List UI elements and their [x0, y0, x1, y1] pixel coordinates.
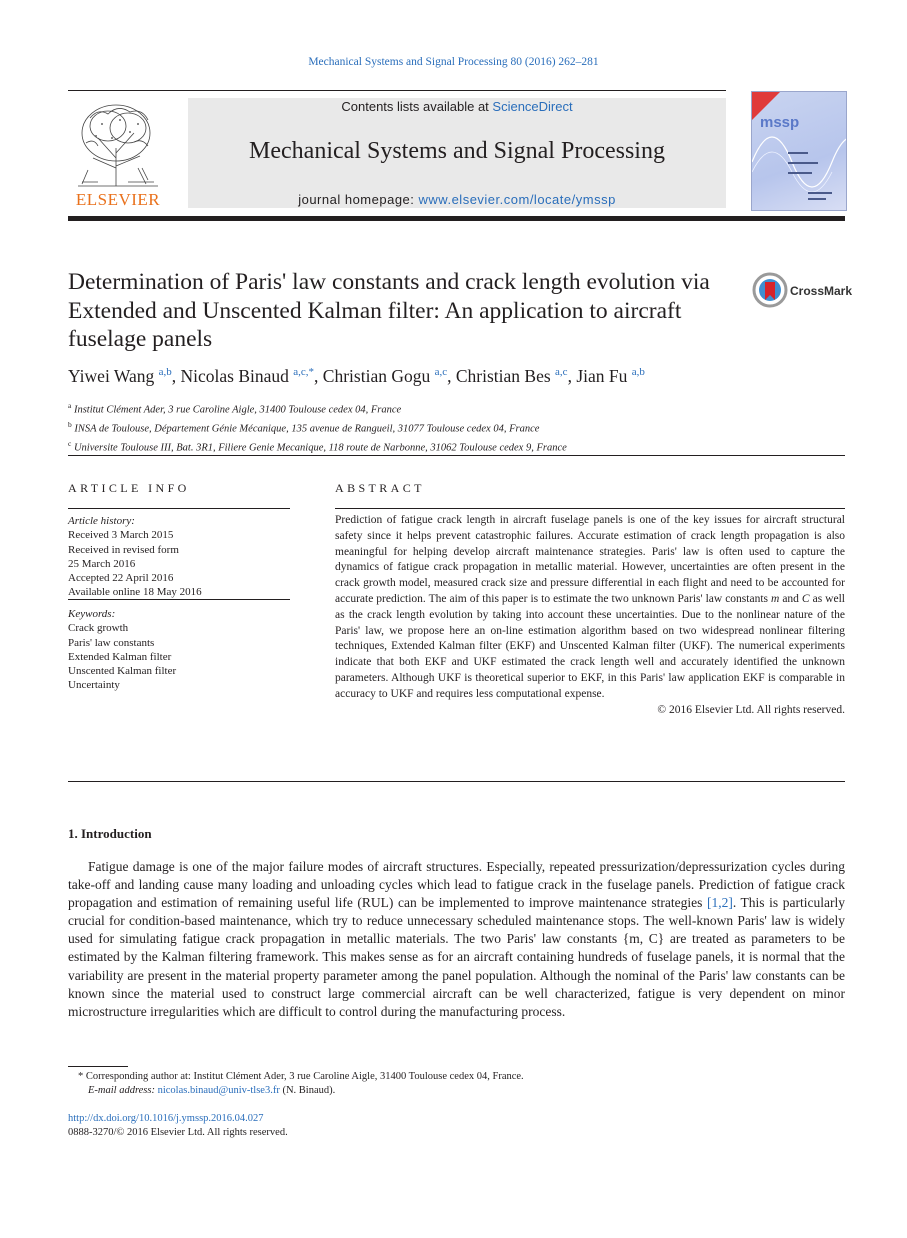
homepage-line	[188, 192, 726, 207]
article-title: Determination of Paris' law constants and crack length evolution via Extended and Unscented Kalman filter: An application to aircraft fuselage panels	[68, 269, 710, 352]
history-item: Received 3 March 2015	[68, 529, 174, 542]
intro-text-part: . This is particularly crucial for condition-based maintenance, which try to reduce unnecessary scheduled maintenance stops. The well-known Paris' law is widely used for simulating fatigue crack propagation in metallic materials. The two Paris' law constants {m, C} are treated as parameters to be estimated by the Kalman filtering framework. This makes sense as for an aircraft containing hundreds of fuselage panels, it is normal that the variability are present in the material property parameter among the panel population. Although the nominal of the Paris' law constants can be known since the material used to construct large commercial aircraft can be well characterized, fatigue is very dependent on minor microstructure irregularities which are difficult to control during the manufacturing process.	[68, 895, 845, 1019]
introduction-paragraph	[68, 858, 845, 1021]
article-history	[68, 514, 202, 600]
homepage-prefix: journal homepage:	[298, 192, 419, 207]
abstract-body	[335, 513, 845, 718]
affiliation-item	[68, 418, 567, 437]
affiliation-key: a	[68, 401, 72, 410]
author-name[interactable]: Christian Gogu	[322, 366, 431, 386]
author-affiliation-mark[interactable]: a,c	[434, 366, 448, 379]
keyword-item: Uncertainty	[68, 679, 120, 692]
header-top-rule	[68, 90, 726, 91]
keyword-item: Unscented Kalman filter	[68, 665, 177, 678]
footnote-text: Corresponding author at: Institut Clément Ader, 3 rue Caroline Aigle, 31400 Toulouse cedex 04, France.	[85, 1071, 524, 1082]
sciencedirect-link[interactable]: ScienceDirect	[492, 99, 573, 114]
citation-link[interactable]: 2	[721, 895, 729, 911]
cover-wave-icon	[752, 92, 846, 210]
author-affiliation-mark[interactable]: a,b	[631, 366, 645, 379]
author-list	[68, 366, 848, 387]
author-name[interactable]: Yiwei Wang	[68, 366, 155, 386]
journal-name: Mechanical Systems and Signal Processing	[249, 138, 665, 164]
citation-bracket: [	[706, 895, 712, 911]
abstract-rule	[335, 508, 845, 509]
footnote-mark: *	[78, 1071, 84, 1082]
doi-link[interactable]: http://dx.doi.org/10.1016/j.ymssp.2016.04.027	[68, 1113, 264, 1124]
contents-prefix: Contents lists available at	[341, 99, 493, 114]
keyword-item: Crack growth	[68, 622, 129, 635]
cover-title: mssp	[760, 114, 800, 131]
author-name[interactable]: Nicolas Binaud	[180, 366, 289, 386]
author-separator: ,	[171, 366, 181, 386]
abstract-text-part: Prediction of fatigue crack length in aircraft fuselage panels is one of the key issues for aircraft structural safety since it helps prevent catastrophic failures. Accurate estimation of crack length propagation is also meaningful for helping develop aircraft maintenance strategies. Paris' law is often used to capture the dynamics of fatigue crack propagation in metallic material. However, uncertainties are often present in the crack growth model, measured crack size and pressure differential in each flight and need to be accounted for accurate prediction. The aim of this paper is to estimate the two unknown Paris' law constants	[335, 514, 845, 605]
history-item: Available online 18 May 2016	[68, 586, 202, 599]
keywords-label: Keywords:	[68, 608, 116, 620]
crossmark-label: CrossMark	[790, 284, 853, 298]
affiliation-text: Universite Toulouse III, Bat. 3R1, Filiere Genie Mecanique, 118 route de Narbonne, 31062 Toulouse cedex 9, France	[73, 442, 567, 454]
issn-line: 0888-3270/© 2016 Elsevier Ltd. All rights reserved.	[68, 1127, 288, 1138]
author-separator: ,	[447, 366, 456, 386]
history-item: 25 March 2016	[68, 557, 136, 570]
history-item: Accepted 22 April 2016	[68, 572, 174, 585]
article-info-heading: ARTICLE INFO	[68, 481, 190, 495]
abstract-copyright: © 2016 Elsevier Ltd. All rights reserved.	[657, 703, 845, 716]
abstract-paragraph	[335, 513, 845, 703]
author-affiliation-mark[interactable]: a,c	[555, 366, 568, 379]
affiliation-item	[68, 399, 567, 418]
affiliation-key: c	[68, 438, 72, 448]
header-thick-rule	[68, 216, 845, 221]
homepage-link[interactable]: www.elsevier.com/locate/ymssp	[418, 192, 616, 207]
author-name[interactable]: Jian Fu	[576, 366, 628, 386]
elsevier-logo	[68, 98, 168, 210]
history-rule	[68, 599, 290, 600]
abstract-heading: ABSTRACT	[335, 481, 425, 495]
keywords	[68, 607, 176, 693]
history-item: Received in revised form	[68, 543, 179, 556]
author-affiliation-mark[interactable]: a,b	[158, 366, 172, 379]
abstract-variable: C	[801, 592, 810, 605]
author-separator: ,	[567, 366, 577, 386]
email-link[interactable]: nicolas.binaud@univ-tlse3.fr	[157, 1085, 280, 1096]
affiliation-text: INSA de Toulouse, Département Génie Mécanique, 135 avenue de Rangueil, 31077 Toulouse cedex 04, France	[74, 423, 540, 435]
crossmark-icon	[752, 272, 788, 308]
abstract-variable: m	[771, 592, 780, 605]
abstract-text-part: as well as the crack length evolution by taking into account these uncertainties. Due to the nonlinear nature of the Paris' law, we propose here an on-line estimation algorithm based on two widespread nonlinear filtering techniques, Extended Kalman filter (EKF) and Unscented Kalman filter (UKF). The numerical experiments indicate that both EKF and UKF estimated the crack length well and accurately identified the unknown parameters. Although UKF is theoretical superior to EKF, in this Paris' law application EKF is comparable in accuracy to UKF and requires less computational expense.	[335, 592, 845, 700]
author-name[interactable]: Christian Bes	[455, 366, 551, 386]
corresponding-footnote	[78, 1070, 524, 1084]
introduction-heading: 1. Introduction	[68, 826, 152, 841]
abstract-text-part: and	[779, 592, 802, 605]
citation-separator: ,	[718, 895, 722, 911]
affiliations	[68, 399, 567, 455]
contents-line	[188, 99, 726, 114]
keyword-item: Paris' law constants	[68, 636, 155, 649]
article-info-rule	[68, 508, 290, 509]
email-suffix: (N. Binaud).	[279, 1085, 336, 1096]
affiliation-text: Institut Clément Ader, 3 rue Caroline Aigle, 31400 Toulouse cedex 04, France	[73, 404, 402, 416]
affiliations-rule	[68, 455, 845, 456]
history-label: Article history:	[68, 515, 135, 527]
affiliation-key: b	[68, 419, 72, 429]
email-label: E-mail address:	[88, 1085, 158, 1096]
elsevier-wordmark: ELSEVIER	[75, 190, 161, 209]
citation-link[interactable]: 1	[711, 895, 719, 911]
citation-bracket: ]	[728, 895, 733, 911]
affiliation-item	[68, 437, 567, 456]
abstract-bottom-rule	[68, 781, 845, 782]
footnote-rule	[68, 1066, 128, 1067]
email-footnote	[88, 1084, 335, 1098]
author-separator: ,	[314, 366, 323, 386]
journal-cover[interactable]	[751, 91, 847, 211]
author-affiliation-mark[interactable]: a,c,*	[293, 366, 315, 379]
running-head[interactable]: Mechanical Systems and Signal Processing 80 (2016) 262–281	[308, 56, 599, 68]
keyword-item: Extended Kalman filter	[68, 650, 172, 663]
intro-text-part: Fatigue damage is one of the major failure modes of aircraft structures. Especially, repeated pressurization/depressurization cycles during take-off and landing cause many loading and unloading cycles which lead to fatigue crack in the fuselage panels. Prediction of fatigue crack propagation and estimation of remaining useful life (RUL) can be implemented to improve maintenance strategies	[68, 859, 845, 911]
